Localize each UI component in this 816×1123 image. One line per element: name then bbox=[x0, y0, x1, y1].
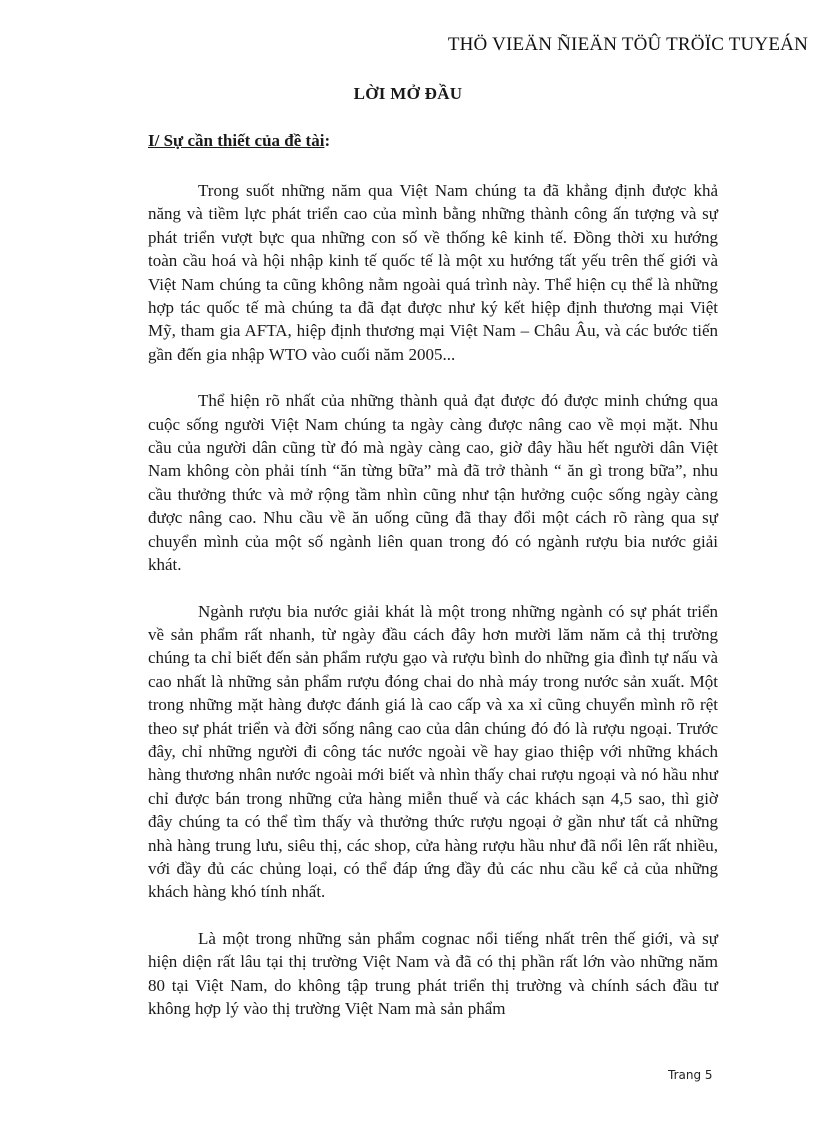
paragraph-3: Ngành rượu bia nước giải khát là một trong những ngành có sự phát triển về sản phẩm rất nhanh, từ ngày đầu cách đây hơn mười lăm năm cả thị trường chúng ta chỉ biết đến sản phẩm rượu gạo và rượu bình do những gia đình tự nấu và cao nhất là những sản phẩm rượu đóng chai do nhà máy trong nước sản xuất. Một trong những mặt hàng được đánh giá là cao cấp và xa xỉ cũng chuyển mình rõ rệt theo sự phát triển và đời sống nâng cao của dân chúng đó đó là rượu ngoại. Trước đây, chỉ những người đi công tác nước ngoài về hay giao thiệp với những khách hàng thương nhân nước ngoài mới biết và nhìn thấy chai rượu ngoại và nó hầu như chỉ được bán trong những cửa hàng miễn thuế và các khách sạn 4,5 sao, thì giờ đây chúng ta có thể tìm thấy và thưởng thức rượu ngoại ở gần như tất cả những nhà hàng trung lưu, siêu thị, các shop, cửa hàng rượu hầu như đã nổi lên rất nhiều, với đầy đủ các chủng loại, có thể đáp ứng đầy đủ các nhu cầu kể cả của những khách hàng khó tính nhất. bbox=[148, 601, 718, 902]
page-number: Trang 5 bbox=[668, 1068, 713, 1082]
section-heading-colon: : bbox=[324, 131, 331, 150]
document-title: LỜI MỞ ĐẦU bbox=[353, 84, 463, 103]
document-body bbox=[148, 179, 718, 1043]
paragraph-2: Thể hiện rõ nhất của những thành quả đạt được đó được minh chứng qua cuộc sống người Việt Nam chúng ta ngày càng được nâng cao về mọi mặt. Nhu cầu của người dân cũng từ đó mà ngày càng cao, giờ đây hầu hết người dân Việt Nam không còn phải tính “ăn từng bữa” mà đã trở thành “ ăn gì trong bữa”, nhu cầu thưởng thức và mở rộng tầm nhìn cũng như tận hưởng cuộc sống ngày càng được nâng cao. Nhu cầu về ăn uống cũng đã thay đổi một cách rõ ràng qua sự chuyển mình của một số ngành liên quan trong đó có ngành rượu bia nước giải khát. bbox=[148, 391, 718, 575]
paragraph-1: Trong suốt những năm qua Việt Nam chúng ta đã khẳng định được khả năng và tiềm lực phát triển cao của mình bằng những thành công ấn tượng và sự phát triển vượt bực qua những con số về thống kê kinh tế. Đồng thời xu hướng toàn cầu hoá và hội nhập kinh tế quốc tế là một xu hướng tất yếu trên thế giới và Việt Nam chúng ta cũng không nằm ngoài quá trình này. Thể hiện cụ thể là những hợp tác quốc tế mà chúng ta đã đạt được như ký kết hiệp định thương mại Việt Mỹ, tham gia AFTA, hiệp định thương mại Việt Nam – Châu Âu, và các bước tiến gần đến gia nhập WTO vào cuối năm 2005... bbox=[148, 181, 718, 364]
header-banner: THÖ VIEÄN ÑIEÄN TÖÛ TRÖÏC TUYEÁN bbox=[447, 34, 808, 55]
section-heading bbox=[148, 131, 330, 151]
section-heading-text: I/ Sự cần thiết của đề tài bbox=[148, 131, 325, 150]
paragraph-4: Là một trong những sản phẩm cognac nổi tiếng nhất trên thế giới, và sự hiện diện rất lâu tại thị trường Việt Nam và đã có thị phần rất lớn vào những năm 80 tại Việt Nam, do không tập trung phát triển thị trường và chính sách đầu tư không hợp lý vào thị trường Việt Nam mà sản phẩm bbox=[148, 928, 718, 1018]
